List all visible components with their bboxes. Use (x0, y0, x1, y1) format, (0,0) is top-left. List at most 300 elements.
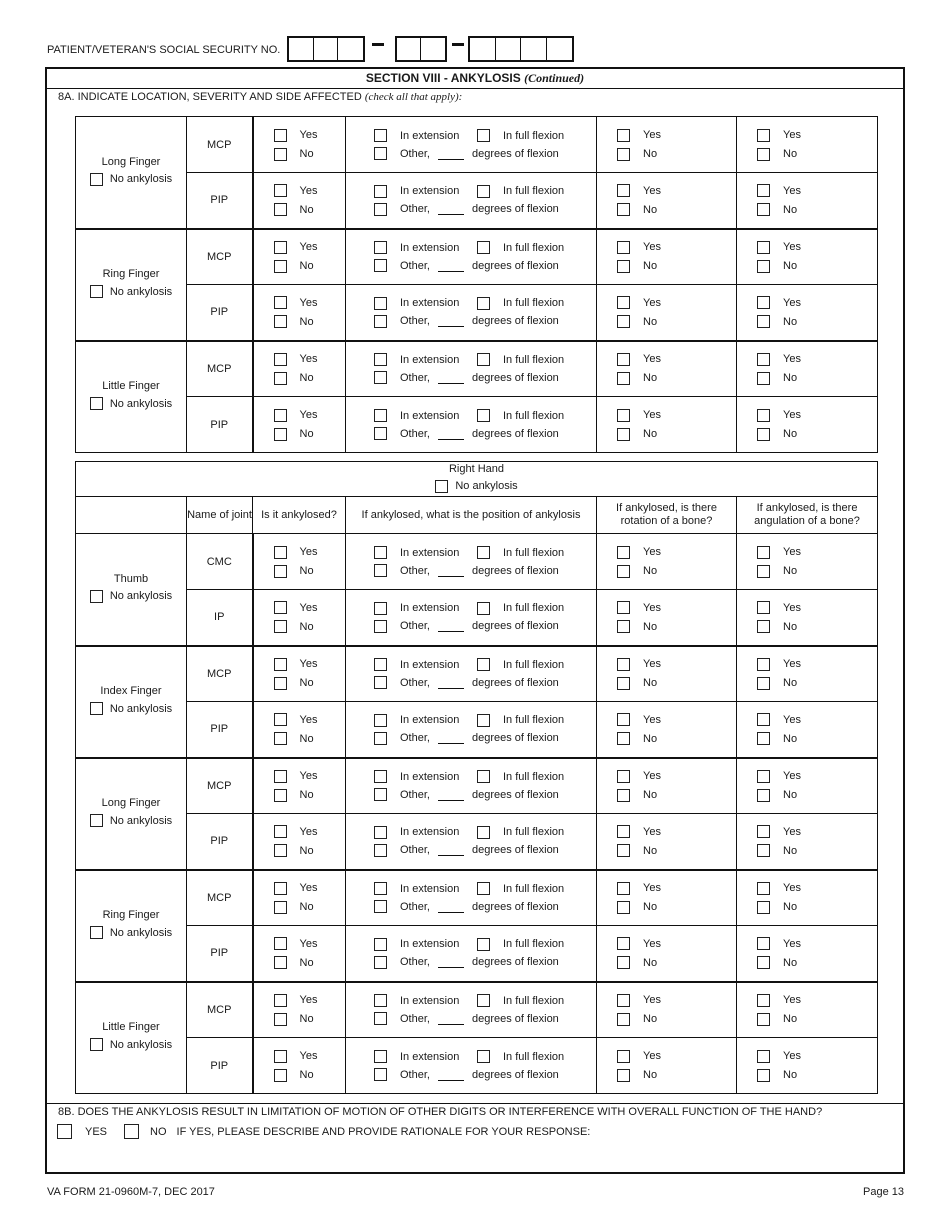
angulation-yes-option[interactable] (757, 1049, 877, 1063)
rotation-no-option[interactable] (617, 371, 736, 385)
checkbox[interactable] (617, 565, 630, 578)
checkbox[interactable] (617, 315, 630, 328)
ankylosed-no-option[interactable] (274, 788, 346, 802)
checkbox[interactable] (617, 428, 630, 441)
checkbox[interactable] (90, 285, 103, 298)
rotation-yes-option[interactable] (617, 937, 736, 951)
checkbox[interactable] (617, 184, 630, 197)
rotation-yes-option[interactable] (617, 352, 736, 366)
no-label: No (783, 203, 798, 216)
other-label: Other, (400, 844, 430, 857)
finger-cell (76, 870, 187, 982)
ankylosed-yes-option[interactable] (274, 296, 346, 310)
degrees-label: degrees of flexion (471, 371, 559, 384)
rotation-no-option[interactable] (617, 427, 736, 441)
degrees-input[interactable] (438, 315, 464, 327)
no-ankylosis-option[interactable] (90, 702, 172, 715)
rotation-yes-option[interactable] (617, 657, 736, 671)
ankylosed-no-option[interactable] (274, 1012, 346, 1026)
no-checkbox[interactable] (124, 1124, 139, 1139)
degrees-input[interactable] (438, 620, 464, 632)
no-ankylosis-option[interactable] (90, 814, 172, 827)
rotation-yes-option[interactable] (617, 184, 736, 198)
checkbox[interactable] (274, 184, 287, 197)
angulation-yes-option[interactable] (757, 993, 877, 1007)
checkbox[interactable] (274, 129, 287, 142)
ankylosed-yes-option[interactable] (274, 657, 346, 671)
ankylosed-yes-option[interactable] (274, 937, 346, 951)
checkbox[interactable] (757, 732, 770, 745)
yes-label: YES (85, 1125, 108, 1138)
angulation-cell (737, 646, 878, 702)
checkbox[interactable] (274, 203, 287, 216)
ankylosed-yes-option[interactable] (274, 601, 346, 615)
checkbox[interactable] (274, 658, 287, 671)
rotation-no-option[interactable] (617, 203, 736, 217)
angulation-yes-option[interactable] (757, 240, 877, 254)
checkbox[interactable] (274, 546, 287, 559)
checkbox[interactable] (617, 732, 630, 745)
degrees-input[interactable] (438, 1069, 464, 1081)
checkbox[interactable] (617, 129, 630, 142)
angulation-no-option[interactable] (757, 844, 877, 858)
in-full-flexion-checkbox[interactable] (477, 602, 490, 615)
checkbox[interactable] (757, 1050, 770, 1063)
no-ankylosis-option[interactable] (90, 397, 172, 410)
checkbox[interactable] (757, 844, 770, 857)
in-full-flexion-checkbox[interactable] (477, 994, 490, 1007)
other-checkbox[interactable] (374, 427, 387, 440)
checkbox[interactable] (757, 658, 770, 671)
checkbox[interactable] (757, 1013, 770, 1026)
angulation-no-option[interactable] (757, 1012, 877, 1026)
checkbox[interactable] (757, 601, 770, 614)
checkbox[interactable] (757, 620, 770, 633)
checkbox[interactable] (274, 148, 287, 161)
angulation-no-option[interactable] (757, 788, 877, 802)
angulation-no-option[interactable] (757, 900, 877, 914)
ankylosed-no-option[interactable] (274, 564, 346, 578)
in-extension-checkbox[interactable] (374, 353, 387, 366)
checkbox[interactable] (757, 956, 770, 969)
angulation-no-option[interactable] (757, 147, 877, 161)
checkbox[interactable] (274, 994, 287, 1007)
checkbox[interactable] (617, 658, 630, 671)
checkbox[interactable] (274, 296, 287, 309)
checkbox[interactable] (274, 315, 287, 328)
in-extension-checkbox[interactable] (374, 602, 387, 615)
angulation-yes-option[interactable] (757, 408, 877, 422)
checkbox[interactable] (617, 203, 630, 216)
ankylosed-no-option[interactable] (274, 956, 346, 970)
rotation-yes-option[interactable] (617, 601, 736, 615)
checkbox[interactable] (274, 1050, 287, 1063)
ankylosed-yes-option[interactable] (274, 240, 346, 254)
ankylosed-no-option[interactable] (274, 1068, 346, 1082)
angulation-no-option[interactable] (757, 620, 877, 634)
checkbox[interactable] (617, 148, 630, 161)
rotation-no-option[interactable] (617, 676, 736, 690)
angulation-yes-option[interactable] (757, 657, 877, 671)
degrees-input[interactable] (438, 901, 464, 913)
ankylosed-yes-option[interactable] (274, 881, 346, 895)
yes-checkbox[interactable] (57, 1124, 72, 1139)
other-checkbox[interactable] (374, 564, 387, 577)
checkbox[interactable] (617, 677, 630, 690)
angulation-yes-option[interactable] (757, 352, 877, 366)
checkbox[interactable] (757, 789, 770, 802)
rotation-no-option[interactable] (617, 1068, 736, 1082)
angulation-yes-option[interactable] (757, 296, 877, 310)
degrees-input[interactable] (438, 1013, 464, 1025)
no-label: No (299, 789, 314, 802)
in-extension-checkbox[interactable] (374, 882, 387, 895)
rotation-no-option[interactable] (617, 1012, 736, 1026)
checkbox[interactable] (757, 677, 770, 690)
checkbox[interactable] (617, 260, 630, 273)
checkbox[interactable] (274, 1013, 287, 1026)
degrees-input[interactable] (438, 372, 464, 384)
angulation-yes-option[interactable] (757, 769, 877, 783)
checkbox[interactable] (757, 770, 770, 783)
angulation-no-option[interactable] (757, 956, 877, 970)
right-hand-table (75, 461, 878, 1094)
checkbox[interactable] (274, 428, 287, 441)
ankylosed-no-option[interactable] (274, 203, 346, 217)
right-hand-no-ankylosis[interactable] (435, 480, 517, 493)
checkbox[interactable] (90, 173, 103, 186)
checkbox[interactable] (757, 713, 770, 726)
ankylosed-no-option[interactable] (274, 427, 346, 441)
checkbox[interactable] (757, 409, 770, 422)
rotation-cell (597, 870, 737, 926)
angulation-yes-option[interactable] (757, 545, 877, 559)
position-cell (346, 982, 597, 1038)
in-extension-checkbox[interactable] (374, 546, 387, 559)
angulation-yes-option[interactable] (757, 601, 877, 615)
ankylosed-yes-option[interactable] (274, 545, 346, 559)
angulation-no-option[interactable] (757, 371, 877, 385)
rotation-no-option[interactable] (617, 844, 736, 858)
other-checkbox[interactable] (374, 203, 387, 216)
checkbox[interactable] (274, 620, 287, 633)
no-label: No (643, 260, 658, 273)
in-full-flexion-checkbox[interactable] (477, 409, 490, 422)
checkbox[interactable] (90, 397, 103, 410)
other-checkbox[interactable] (374, 732, 387, 745)
checkbox[interactable] (274, 713, 287, 726)
rotation-yes-option[interactable] (617, 769, 736, 783)
checkbox[interactable] (757, 546, 770, 559)
in-extension-checkbox[interactable] (374, 185, 387, 198)
checkbox[interactable] (617, 937, 630, 950)
in-full-flexion-checkbox[interactable] (477, 353, 490, 366)
checkbox[interactable] (757, 260, 770, 273)
other-checkbox[interactable] (374, 844, 387, 857)
rotation-yes-option[interactable] (617, 408, 736, 422)
checkbox[interactable] (617, 546, 630, 559)
in-full-flexion-checkbox[interactable] (477, 770, 490, 783)
checkbox[interactable] (274, 956, 287, 969)
checkbox[interactable] (617, 844, 630, 857)
in-extension-checkbox[interactable] (374, 409, 387, 422)
checkbox[interactable] (617, 296, 630, 309)
yes-label: Yes (299, 713, 318, 726)
angulation-yes-option[interactable] (757, 128, 877, 142)
rotation-yes-option[interactable] (617, 296, 736, 310)
other-label: Other, (400, 900, 430, 913)
in-full-flexion-checkbox[interactable] (477, 882, 490, 895)
other-checkbox[interactable] (374, 900, 387, 913)
in-extension-checkbox[interactable] (374, 826, 387, 839)
ankylosed-yes-option[interactable] (274, 352, 346, 366)
rotation-yes-option[interactable] (617, 993, 736, 1007)
checkbox[interactable] (617, 713, 630, 726)
checkbox[interactable] (617, 994, 630, 1007)
checkbox[interactable] (617, 770, 630, 783)
ankylosed-no-option[interactable] (274, 259, 346, 273)
checkbox[interactable] (274, 937, 287, 950)
other-checkbox[interactable] (374, 620, 387, 633)
checkbox[interactable] (757, 353, 770, 366)
checkbox[interactable] (274, 372, 287, 385)
other-checkbox[interactable] (374, 147, 387, 160)
in-extension-checkbox[interactable] (374, 129, 387, 142)
rotation-no-option[interactable] (617, 620, 736, 634)
joint-name: MCP (187, 646, 253, 702)
degrees-input[interactable] (438, 148, 464, 160)
ankylosed-no-option[interactable] (274, 900, 346, 914)
rotation-yes-option[interactable] (617, 240, 736, 254)
other-checkbox[interactable] (374, 676, 387, 689)
in-extension-checkbox[interactable] (374, 241, 387, 254)
rotation-yes-option[interactable] (617, 881, 736, 895)
ankylosed-no-option[interactable] (274, 732, 346, 746)
checkbox[interactable] (90, 814, 103, 827)
no-ankylosis-option[interactable] (90, 173, 172, 186)
ankylosed-yes-option[interactable] (274, 408, 346, 422)
checkbox[interactable] (757, 1069, 770, 1082)
checkbox[interactable] (274, 1069, 287, 1082)
checkbox[interactable] (617, 1013, 630, 1026)
angulation-yes-option[interactable] (757, 184, 877, 198)
in-extension-label: In extension (400, 658, 460, 671)
checkbox[interactable] (90, 702, 103, 715)
checkbox[interactable] (757, 428, 770, 441)
in-full-flexion-checkbox[interactable] (477, 826, 490, 839)
in-extension-checkbox[interactable] (374, 994, 387, 1007)
in-full-flexion-checkbox[interactable] (477, 546, 490, 559)
checkbox[interactable] (274, 882, 287, 895)
degrees-input[interactable] (438, 956, 464, 968)
checkbox[interactable] (90, 926, 103, 939)
degrees-input[interactable] (438, 260, 464, 272)
ssn-field-part3[interactable] (468, 36, 574, 62)
checkbox[interactable] (274, 565, 287, 578)
angulation-no-option[interactable] (757, 676, 877, 690)
rotation-no-option[interactable] (617, 900, 736, 914)
checkbox[interactable] (757, 994, 770, 1007)
angulation-yes-option[interactable] (757, 713, 877, 727)
checkbox[interactable] (757, 825, 770, 838)
checkbox[interactable] (274, 770, 287, 783)
angulation-no-option[interactable] (757, 427, 877, 441)
other-checkbox[interactable] (374, 788, 387, 801)
no-ankylosis-option[interactable] (90, 285, 172, 298)
ankylosed-yes-option[interactable] (274, 713, 346, 727)
other-checkbox[interactable] (374, 956, 387, 969)
angulation-no-option[interactable] (757, 315, 877, 329)
checkbox[interactable] (617, 372, 630, 385)
checkbox[interactable] (757, 184, 770, 197)
in-extension-checkbox[interactable] (374, 297, 387, 310)
rotation-yes-option[interactable] (617, 1049, 736, 1063)
angulation-yes-option[interactable] (757, 937, 877, 951)
degrees-input[interactable] (438, 677, 464, 689)
rotation-yes-option[interactable] (617, 713, 736, 727)
other-checkbox[interactable] (374, 371, 387, 384)
no-ankylosis-option[interactable] (90, 590, 172, 603)
checkbox[interactable] (757, 901, 770, 914)
ankylosed-no-option[interactable] (274, 315, 346, 329)
other-checkbox[interactable] (374, 1068, 387, 1081)
rotation-no-option[interactable] (617, 259, 736, 273)
ankylosed-yes-option[interactable] (274, 184, 346, 198)
joint-name: PIP (187, 173, 253, 229)
degrees-input[interactable] (438, 844, 464, 856)
in-extension-checkbox[interactable] (374, 658, 387, 671)
rotation-cell (597, 646, 737, 702)
checkbox[interactable] (617, 409, 630, 422)
angulation-no-option[interactable] (757, 203, 877, 217)
checkbox[interactable] (274, 844, 287, 857)
ssn-field-part1[interactable] (287, 36, 365, 62)
rotation-no-option[interactable] (617, 147, 736, 161)
checkbox[interactable] (274, 409, 287, 422)
ankylosed-no-option[interactable] (274, 147, 346, 161)
ankylosed-yes-option[interactable] (274, 993, 346, 1007)
checkbox[interactable] (617, 825, 630, 838)
other-checkbox[interactable] (374, 315, 387, 328)
ankylosed-no-option[interactable] (274, 676, 346, 690)
checkbox[interactable] (757, 565, 770, 578)
checkbox[interactable] (617, 956, 630, 969)
rotation-yes-option[interactable] (617, 825, 736, 839)
checkbox[interactable] (274, 260, 287, 273)
in-full-flexion-checkbox[interactable] (477, 1050, 490, 1063)
degrees-input[interactable] (438, 203, 464, 215)
ankylosed-no-option[interactable] (274, 844, 346, 858)
ankylosed-no-option[interactable] (274, 620, 346, 634)
checkbox[interactable] (274, 353, 287, 366)
checkbox[interactable] (757, 315, 770, 328)
other-checkbox[interactable] (374, 1012, 387, 1025)
ssn-label: PATIENT/VETERAN'S SOCIAL SECURITY NO. (47, 44, 281, 56)
in-full-flexion-checkbox[interactable] (477, 185, 490, 198)
checkbox[interactable] (90, 1038, 103, 1051)
checkbox[interactable] (617, 901, 630, 914)
angulation-no-option[interactable] (757, 1068, 877, 1082)
ankylosed-yes-option[interactable] (274, 128, 346, 142)
degrees-input[interactable] (438, 565, 464, 577)
checkbox[interactable] (757, 296, 770, 309)
in-full-flexion-checkbox[interactable] (477, 658, 490, 671)
checkbox[interactable] (274, 789, 287, 802)
checkbox[interactable] (90, 590, 103, 603)
other-checkbox[interactable] (374, 259, 387, 272)
rotation-no-option[interactable] (617, 788, 736, 802)
angulation-yes-option[interactable] (757, 881, 877, 895)
checkbox[interactable] (757, 203, 770, 216)
in-extension-checkbox[interactable] (374, 1050, 387, 1063)
ssn-field-part2[interactable] (395, 36, 447, 62)
angulation-no-option[interactable] (757, 259, 877, 273)
in-full-flexion-checkbox[interactable] (477, 297, 490, 310)
checkbox[interactable] (757, 882, 770, 895)
checkbox[interactable] (617, 353, 630, 366)
in-extension-checkbox[interactable] (374, 770, 387, 783)
in-full-flexion-checkbox[interactable] (477, 938, 490, 951)
rotation-no-option[interactable] (617, 315, 736, 329)
ankylosed-cell (253, 758, 346, 814)
checkbox[interactable] (617, 620, 630, 633)
no-ankylosis-option[interactable] (90, 1038, 172, 1051)
checkbox[interactable] (274, 901, 287, 914)
checkbox[interactable] (757, 129, 770, 142)
ankylosed-no-option[interactable] (274, 371, 346, 385)
checkbox[interactable] (617, 241, 630, 254)
checkbox[interactable] (617, 882, 630, 895)
checkbox[interactable] (274, 241, 287, 254)
checkbox[interactable] (757, 148, 770, 161)
checkbox[interactable] (274, 601, 287, 614)
angulation-yes-option[interactable] (757, 825, 877, 839)
position-cell (346, 646, 597, 702)
in-extension-checkbox[interactable] (374, 938, 387, 951)
checkbox[interactable] (274, 825, 287, 838)
checkbox[interactable] (617, 601, 630, 614)
ankylosed-yes-option[interactable] (274, 825, 346, 839)
degrees-input[interactable] (438, 732, 464, 744)
checkbox[interactable] (617, 789, 630, 802)
degrees-input[interactable] (438, 428, 464, 440)
ankylosed-yes-option[interactable] (274, 1049, 346, 1063)
ankylosed-yes-option[interactable] (274, 769, 346, 783)
degrees-input[interactable] (438, 789, 464, 801)
checkbox[interactable] (274, 677, 287, 690)
checkbox[interactable] (274, 732, 287, 745)
angulation-no-option[interactable] (757, 564, 877, 578)
rotation-no-option[interactable] (617, 732, 736, 746)
checkbox[interactable] (757, 241, 770, 254)
checkbox[interactable] (617, 1069, 630, 1082)
no-label: No (783, 260, 798, 273)
checkbox[interactable] (757, 372, 770, 385)
in-extension-checkbox[interactable] (374, 714, 387, 727)
rotation-no-option[interactable] (617, 564, 736, 578)
rotation-yes-option[interactable] (617, 128, 736, 142)
no-ankylosis-option[interactable] (90, 926, 172, 939)
in-full-flexion-checkbox[interactable] (477, 129, 490, 142)
angulation-no-option[interactable] (757, 732, 877, 746)
rotation-yes-option[interactable] (617, 545, 736, 559)
checkbox[interactable] (757, 937, 770, 950)
checkbox[interactable] (617, 1050, 630, 1063)
checkbox[interactable] (435, 480, 448, 493)
in-full-flexion-checkbox[interactable] (477, 241, 490, 254)
rotation-no-option[interactable] (617, 956, 736, 970)
in-full-flexion-checkbox[interactable] (477, 714, 490, 727)
